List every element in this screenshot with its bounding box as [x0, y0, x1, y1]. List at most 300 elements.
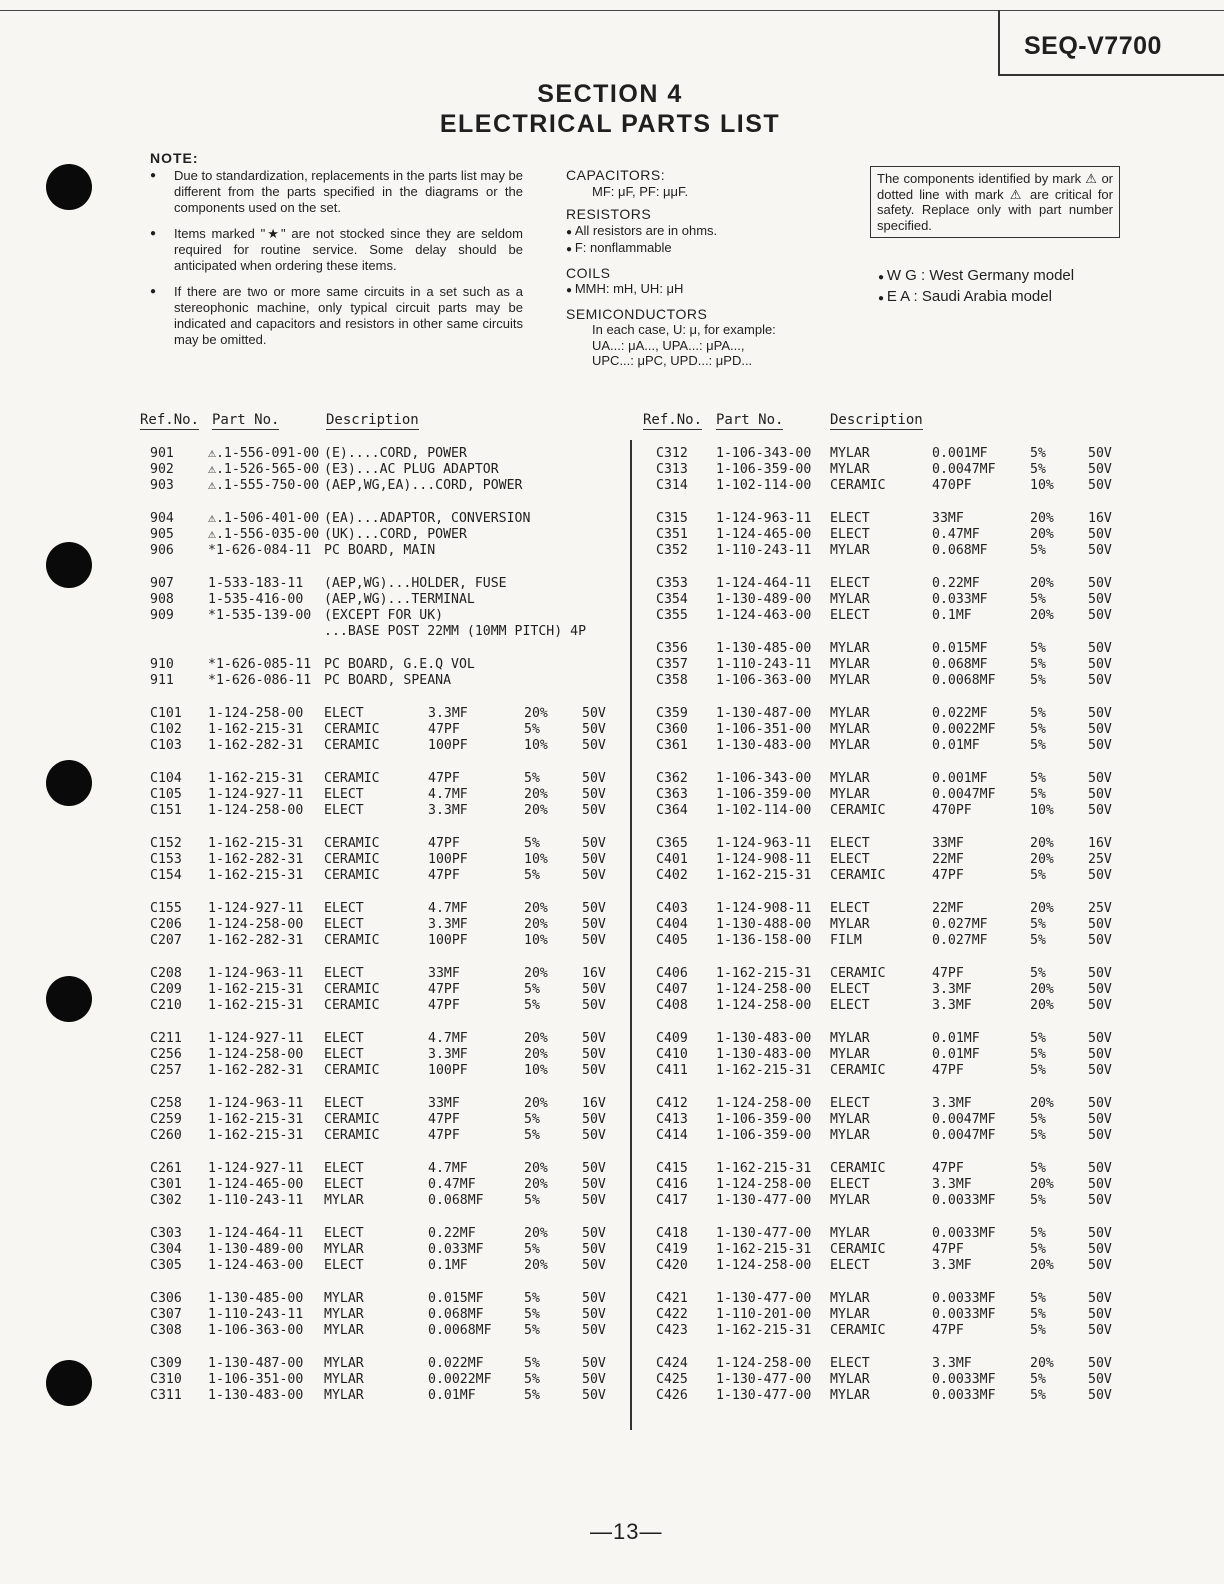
- cell-voltage: 50V: [582, 771, 606, 786]
- page-number: —13—: [590, 1519, 663, 1544]
- cell-value: 47PF: [428, 982, 460, 997]
- cell-voltage: 50V: [582, 1177, 606, 1192]
- cell-tolerance: 5%: [1030, 1112, 1046, 1127]
- cell-part-no: 1-130-477-00: [716, 1291, 812, 1306]
- semiconductors-heading: SEMICONDUCTORS: [566, 305, 708, 322]
- cell-ref-no: C303: [150, 1226, 182, 1241]
- cell-description: ELECT: [324, 706, 364, 721]
- cell-ref-no: C362: [656, 771, 688, 786]
- cell-part-no: 1-124-463-00: [208, 1258, 304, 1273]
- cell-ref-no: C315: [656, 511, 688, 526]
- cell-value: 4.7MF: [428, 787, 468, 802]
- cell-ref-no: C258: [150, 1096, 182, 1111]
- cell-tolerance: 5%: [1030, 592, 1046, 607]
- cell-ref-no: C152: [150, 836, 182, 851]
- cell-description: MYLAR: [830, 1193, 870, 1208]
- cell-description: MYLAR: [324, 1193, 364, 1208]
- cell-ref-no: C307: [150, 1307, 182, 1322]
- cell-tolerance: 5%: [1030, 641, 1046, 656]
- cell-tolerance: 10%: [524, 738, 548, 753]
- cell-value: 0.0022MF: [428, 1372, 492, 1387]
- cell-ref-no: C305: [150, 1258, 182, 1273]
- cell-description: MYLAR: [830, 592, 870, 607]
- cell-ref-no: C408: [656, 998, 688, 1013]
- cell-ref-no: C257: [150, 1063, 182, 1078]
- cell-ref-no: C155: [150, 901, 182, 916]
- cell-description: MYLAR: [830, 1388, 870, 1403]
- cell-tolerance: 20%: [1030, 1177, 1054, 1192]
- cell-part-no: 1-110-201-00: [716, 1307, 812, 1322]
- cell-part-no: 1-124-908-11: [716, 901, 812, 916]
- cell-description: CERAMIC: [324, 1063, 380, 1078]
- cell-part-no: 1-106-359-00: [716, 1112, 812, 1127]
- cell-description: MYLAR: [324, 1323, 364, 1338]
- cell-value: 0.0047MF: [932, 1128, 996, 1143]
- cell-voltage: 50V: [1088, 592, 1112, 607]
- cell-tolerance: 5%: [524, 771, 540, 786]
- cell-value: 0.0033MF: [932, 1226, 996, 1241]
- cell-part-no: 1-124-963-11: [716, 511, 812, 526]
- cell-voltage: 50V: [1088, 1258, 1112, 1273]
- cell-voltage: 50V: [582, 1047, 606, 1062]
- cell-ref-no: C208: [150, 966, 182, 981]
- cell-ref-no: 903: [150, 478, 174, 493]
- cell-ref-no: C407: [656, 982, 688, 997]
- cell-part-no: 1-124-927-11: [208, 787, 304, 802]
- cell-ref-no: C405: [656, 933, 688, 948]
- cell-part-no: 1-124-258-00: [208, 706, 304, 721]
- cell-value: 0.033MF: [428, 1242, 484, 1257]
- cell-voltage: 50V: [582, 803, 606, 818]
- cell-part-no: 1-162-215-31: [208, 1128, 304, 1143]
- cell-description: MYLAR: [830, 738, 870, 753]
- cell-part-no: 1-535-416-00: [208, 592, 304, 607]
- cell-ref-no: C102: [150, 722, 182, 737]
- cell-description: ELECT: [324, 1177, 364, 1192]
- cell-tolerance: 20%: [1030, 852, 1054, 867]
- cell-voltage: 50V: [1088, 1307, 1112, 1322]
- cell-ref-no: C424: [656, 1356, 688, 1371]
- cell-tolerance: 20%: [1030, 901, 1054, 916]
- punch-hole: [46, 976, 92, 1022]
- cell-ref-no: C309: [150, 1356, 182, 1371]
- cell-tolerance: 5%: [1030, 446, 1046, 461]
- cell-voltage: 50V: [582, 1128, 606, 1143]
- cell-voltage: 50V: [582, 998, 606, 1013]
- cell-part-no: 1-106-359-00: [716, 1128, 812, 1143]
- cell-voltage: 50V: [582, 706, 606, 721]
- cell-ref-no: C416: [656, 1177, 688, 1192]
- cell-value: 47PF: [932, 966, 964, 981]
- cell-voltage: 50V: [1088, 641, 1112, 656]
- cell-tolerance: 5%: [1030, 1242, 1046, 1257]
- cell-value: 47PF: [428, 1112, 460, 1127]
- section-number: SECTION 4: [537, 80, 683, 108]
- cell-description: MYLAR: [324, 1356, 364, 1371]
- cell-tolerance: 20%: [524, 706, 548, 721]
- cell-value: 0.027MF: [932, 917, 988, 932]
- cell-value: 3.3MF: [428, 1047, 468, 1062]
- cell-part-no: 1-130-477-00: [716, 1372, 812, 1387]
- cell-ref-no: C358: [656, 673, 688, 688]
- cell-tolerance: 20%: [524, 901, 548, 916]
- cell-part-no: *1-626-084-11: [208, 543, 312, 558]
- cell-value: 47PF: [932, 868, 964, 883]
- cell-tolerance: 10%: [524, 1063, 548, 1078]
- cell-voltage: 50V: [582, 1291, 606, 1306]
- cell-description: MYLAR: [830, 462, 870, 477]
- cell-part-no: 1-162-215-31: [208, 836, 304, 851]
- cell-voltage: 50V: [582, 901, 606, 916]
- cell-part-no: 1-124-963-11: [716, 836, 812, 851]
- cell-tolerance: 5%: [1030, 706, 1046, 721]
- cell-tolerance: 5%: [524, 1388, 540, 1403]
- cell-ref-no: C209: [150, 982, 182, 997]
- cell-value: 0.027MF: [932, 933, 988, 948]
- cell-ref-no: C304: [150, 1242, 182, 1257]
- cell-tolerance: 5%: [1030, 1388, 1046, 1403]
- cell-part-no: 1-130-483-00: [716, 1031, 812, 1046]
- cell-part-no: 1-130-483-00: [716, 738, 812, 753]
- cell-description: ELECT: [324, 803, 364, 818]
- coils-units: ● MMH: mH, UH: μH: [566, 281, 836, 299]
- cell-part-no: 1-130-483-00: [716, 1047, 812, 1062]
- cell-tolerance: 5%: [1030, 673, 1046, 688]
- capacitors-units: MF: μF, PF: μμF.: [592, 183, 689, 199]
- cell-tolerance: 5%: [524, 998, 540, 1013]
- cell-value: 0.022MF: [428, 1356, 484, 1371]
- cell-value: 0.068MF: [428, 1193, 484, 1208]
- cell-description: ELECT: [324, 1258, 364, 1273]
- cell-tolerance: 20%: [524, 966, 548, 981]
- cell-description: (AEP,WG)...HOLDER, FUSE: [324, 576, 507, 591]
- cell-value: 0.01MF: [932, 1047, 980, 1062]
- note-item: ● Due to standardization, replacements in the parts list may be different from the parts specified in the diagrams or the components used on the set.: [148, 168, 523, 216]
- cell-value: 33MF: [428, 966, 460, 981]
- punch-hole: [46, 1360, 92, 1406]
- cell-ref-no: C101: [150, 706, 182, 721]
- cell-voltage: 50V: [582, 1112, 606, 1127]
- cell-voltage: 50V: [582, 1258, 606, 1273]
- cell-voltage: 50V: [582, 1226, 606, 1241]
- semiconductors-note: In each case, U: μ, for example:: [592, 322, 776, 337]
- cell-description: ELECT: [324, 917, 364, 932]
- cell-ref-no: 907: [150, 576, 174, 591]
- cell-voltage: 50V: [1088, 576, 1112, 591]
- cell-value: 47PF: [932, 1242, 964, 1257]
- cell-part-no: 1-124-258-00: [716, 1258, 812, 1273]
- cell-description: MYLAR: [830, 641, 870, 656]
- cell-part-no: 1-124-465-00: [716, 527, 812, 542]
- cell-tolerance: 20%: [524, 917, 548, 932]
- cell-part-no: 1-162-215-31: [208, 771, 304, 786]
- cell-part-no: 1-102-114-00: [716, 478, 812, 493]
- cell-tolerance: 20%: [1030, 527, 1054, 542]
- cell-part-no: 1-124-464-11: [208, 1226, 304, 1241]
- cell-tolerance: 20%: [1030, 608, 1054, 623]
- cell-voltage: 50V: [1088, 1096, 1112, 1111]
- cell-voltage: 50V: [1088, 1063, 1112, 1078]
- cell-part-no: 1-162-215-31: [716, 1161, 812, 1176]
- cell-value: 4.7MF: [428, 901, 468, 916]
- cell-ref-no: C421: [656, 1291, 688, 1306]
- punch-hole: [46, 164, 92, 210]
- cell-description: ELECT: [830, 998, 870, 1013]
- cell-tolerance: 20%: [524, 787, 548, 802]
- cell-voltage: 50V: [1088, 1031, 1112, 1046]
- cell-value: 3.3MF: [428, 706, 468, 721]
- cell-description: CERAMIC: [830, 868, 886, 883]
- cell-tolerance: 20%: [524, 1258, 548, 1273]
- cell-voltage: 50V: [1088, 787, 1112, 802]
- cell-ref-no: C301: [150, 1177, 182, 1192]
- cell-value: 4.7MF: [428, 1161, 468, 1176]
- cell-tolerance: 5%: [524, 1193, 540, 1208]
- cell-tolerance: 5%: [1030, 1226, 1046, 1241]
- cell-value: 0.0047MF: [932, 1112, 996, 1127]
- cell-voltage: 50V: [1088, 771, 1112, 786]
- cell-tolerance: 5%: [1030, 657, 1046, 672]
- cell-value: 0.001MF: [932, 771, 988, 786]
- cell-part-no: 1-162-215-31: [716, 868, 812, 883]
- cell-voltage: 50V: [1088, 982, 1112, 997]
- cell-description: MYLAR: [830, 771, 870, 786]
- cell-ref-no: C420: [656, 1258, 688, 1273]
- cell-ref-no: C302: [150, 1193, 182, 1208]
- cell-value: 47PF: [428, 836, 460, 851]
- cell-voltage: 50V: [582, 1372, 606, 1387]
- cell-part-no: 1-130-485-00: [716, 641, 812, 656]
- cell-ref-no: C353: [656, 576, 688, 591]
- cell-voltage: 50V: [1088, 917, 1112, 932]
- cell-tolerance: 20%: [1030, 1356, 1054, 1371]
- cell-part-no: 1-124-258-00: [716, 1356, 812, 1371]
- cell-ref-no: 906: [150, 543, 174, 558]
- cell-part-no: 1-110-243-11: [716, 657, 812, 672]
- cell-part-no: *1-626-086-11: [208, 673, 312, 688]
- cell-ref-no: C351: [656, 527, 688, 542]
- cell-part-no: 1-130-487-00: [716, 706, 812, 721]
- cell-description: CERAMIC: [324, 1112, 380, 1127]
- cell-description: ...BASE POST 22MM (10MM PITCH) 4P: [324, 624, 587, 639]
- cell-ref-no: C313: [656, 462, 688, 477]
- cell-voltage: 50V: [582, 1161, 606, 1176]
- cell-description: CERAMIC: [830, 1161, 886, 1176]
- cell-tolerance: 10%: [1030, 478, 1054, 493]
- cell-part-no: 1-124-258-00: [208, 1047, 304, 1062]
- cell-part-no: 1-124-927-11: [208, 1161, 304, 1176]
- punch-hole: [46, 542, 92, 588]
- model-legend: [878, 266, 1074, 308]
- cell-ref-no: C425: [656, 1372, 688, 1387]
- cell-description: ELECT: [830, 1177, 870, 1192]
- capacitors-heading: CAPACITORS:: [566, 167, 666, 183]
- cell-value: 0.01MF: [932, 738, 980, 753]
- cell-ref-no: C151: [150, 803, 182, 818]
- cell-part-no: 1-130-485-00: [208, 1291, 304, 1306]
- cell-description: MYLAR: [830, 1291, 870, 1306]
- cell-description: CERAMIC: [324, 998, 380, 1013]
- cell-part-no: 1-162-215-31: [208, 722, 304, 737]
- cell-part-no: 1-130-477-00: [716, 1226, 812, 1241]
- cell-tolerance: 20%: [524, 803, 548, 818]
- cell-ref-no: C402: [656, 868, 688, 883]
- cell-value: 3.3MF: [932, 1177, 972, 1192]
- coils-heading: COILS: [566, 264, 611, 281]
- cell-part-no: 1-124-258-00: [716, 1177, 812, 1192]
- cell-description: PC BOARD, MAIN: [324, 543, 436, 558]
- cell-ref-no: C256: [150, 1047, 182, 1062]
- cell-voltage: 50V: [582, 722, 606, 737]
- cell-voltage: 50V: [1088, 738, 1112, 753]
- cell-voltage: 50V: [1088, 868, 1112, 883]
- punch-hole: [46, 760, 92, 806]
- cell-value: 0.47MF: [428, 1177, 476, 1192]
- cell-voltage: 50V: [1088, 1323, 1112, 1338]
- cell-value: 33MF: [932, 511, 964, 526]
- cell-description: MYLAR: [830, 1226, 870, 1241]
- cell-description: (AEP,WG)...TERMINAL: [324, 592, 475, 607]
- cell-value: 47PF: [428, 998, 460, 1013]
- cell-ref-no: 908: [150, 592, 174, 607]
- cell-part-no: 1-162-215-31: [716, 1242, 812, 1257]
- cell-description: ELECT: [830, 608, 870, 623]
- cell-description: ELECT: [830, 836, 870, 851]
- cell-description: FILM: [830, 933, 862, 948]
- cell-description: ELECT: [324, 1096, 364, 1111]
- cell-voltage: 50V: [582, 917, 606, 932]
- cell-description: MYLAR: [830, 1307, 870, 1322]
- cell-value: 47PF: [932, 1161, 964, 1176]
- cell-ref-no: C413: [656, 1112, 688, 1127]
- cell-value: 3.3MF: [932, 1356, 972, 1371]
- cell-value: 470PF: [932, 478, 972, 493]
- note-item: ● Items marked "★" are not stocked since they are seldom required for routine service. Some delay should be anticipated when ordering these items.: [148, 226, 523, 274]
- cell-description: ELECT: [830, 1258, 870, 1273]
- cell-value: 0.0068MF: [932, 673, 996, 688]
- cell-voltage: 50V: [582, 982, 606, 997]
- cell-description: ELECT: [324, 1226, 364, 1241]
- cell-part-no: 1-106-363-00: [208, 1323, 304, 1338]
- cell-voltage: 50V: [1088, 543, 1112, 558]
- cell-voltage: 16V: [1088, 836, 1112, 851]
- cell-value: 0.01MF: [932, 1031, 980, 1046]
- cell-value: 47PF: [932, 1323, 964, 1338]
- cell-ref-no: C310: [150, 1372, 182, 1387]
- cell-ref-no: C415: [656, 1161, 688, 1176]
- cell-tolerance: 5%: [524, 868, 540, 883]
- cell-tolerance: 20%: [1030, 511, 1054, 526]
- cell-ref-no: C359: [656, 706, 688, 721]
- cell-part-no: 1-162-282-31: [208, 1063, 304, 1078]
- cell-ref-no: C412: [656, 1096, 688, 1111]
- header-ref-no: Ref.No.: [643, 412, 703, 428]
- cell-voltage: 25V: [1088, 852, 1112, 867]
- cell-ref-no: C104: [150, 771, 182, 786]
- cell-description: CERAMIC: [324, 722, 380, 737]
- cell-tolerance: 5%: [524, 836, 540, 851]
- cell-description: ELECT: [830, 527, 870, 542]
- cell-tolerance: 10%: [524, 852, 548, 867]
- cell-value: 0.068MF: [932, 543, 988, 558]
- cell-ref-no: 905: [150, 527, 174, 542]
- page-title: [380, 79, 840, 139]
- cell-part-no: 1-124-963-11: [208, 1096, 304, 1111]
- cell-description: CERAMIC: [830, 1242, 886, 1257]
- cell-part-no: 1-106-351-00: [716, 722, 812, 737]
- column-divider: [630, 440, 632, 1430]
- cell-description: MYLAR: [324, 1291, 364, 1306]
- cell-voltage: 50V: [1088, 1388, 1112, 1403]
- cell-description: CERAMIC: [324, 933, 380, 948]
- cell-voltage: 50V: [582, 1307, 606, 1322]
- cell-ref-no: C411: [656, 1063, 688, 1078]
- cell-voltage: 50V: [582, 787, 606, 802]
- cell-part-no: 1-106-351-00: [208, 1372, 304, 1387]
- model-number: SEQ-V7700: [1024, 32, 1162, 60]
- cell-value: 0.01MF: [428, 1388, 476, 1403]
- model-label-box: [998, 10, 1224, 76]
- header-part-no: Part No.: [716, 412, 784, 428]
- cell-tolerance: 20%: [524, 1161, 548, 1176]
- cell-ref-no: C404: [656, 917, 688, 932]
- cell-part-no: 1-533-183-11: [208, 576, 304, 591]
- cell-ref-no: C312: [656, 446, 688, 461]
- cell-tolerance: 5%: [524, 1291, 540, 1306]
- cell-tolerance: 20%: [524, 1177, 548, 1192]
- cell-ref-no: 904: [150, 511, 174, 526]
- cell-value: 3.3MF: [932, 1258, 972, 1273]
- cell-ref-no: C311: [150, 1388, 182, 1403]
- cell-value: 0.068MF: [932, 657, 988, 672]
- cell-part-no: 1-106-343-00: [716, 771, 812, 786]
- cell-tolerance: 5%: [524, 1356, 540, 1371]
- cell-voltage: 50V: [582, 1323, 606, 1338]
- cell-description: MYLAR: [324, 1388, 364, 1403]
- cell-description: ELECT: [830, 511, 870, 526]
- cell-voltage: 50V: [1088, 1047, 1112, 1062]
- cell-part-no: 1-130-488-00: [716, 917, 812, 932]
- cell-tolerance: 20%: [1030, 1096, 1054, 1111]
- header-part-no: Part No.: [212, 412, 280, 428]
- cell-value: 100PF: [428, 852, 468, 867]
- cell-part-no: 1-106-343-00: [716, 446, 812, 461]
- cell-ref-no: C352: [656, 543, 688, 558]
- cell-voltage: 50V: [1088, 446, 1112, 461]
- cell-value: 0.0033MF: [932, 1193, 996, 1208]
- cell-description: (EXCEPT FOR UK): [324, 608, 444, 623]
- cell-value: 22MF: [932, 901, 964, 916]
- cell-voltage: 50V: [1088, 1128, 1112, 1143]
- cell-description: CERAMIC: [830, 1063, 886, 1078]
- cell-ref-no: C414: [656, 1128, 688, 1143]
- cell-value: 3.3MF: [428, 803, 468, 818]
- cell-ref-no: C419: [656, 1242, 688, 1257]
- cell-part-no: 1-162-215-31: [716, 1063, 812, 1078]
- cell-voltage: 50V: [582, 1388, 606, 1403]
- cell-ref-no: C154: [150, 868, 182, 883]
- cell-description: ELECT: [324, 901, 364, 916]
- cell-ref-no: C426: [656, 1388, 688, 1403]
- semiconductors-note: UPC...: μPC, UPD...: μPD...: [592, 353, 753, 368]
- cell-tolerance: 5%: [1030, 1307, 1046, 1322]
- cell-part-no: 1-102-114-00: [716, 803, 812, 818]
- cell-tolerance: 5%: [1030, 1161, 1046, 1176]
- cell-description: CERAMIC: [324, 868, 380, 883]
- cell-part-no: 1-106-363-00: [716, 673, 812, 688]
- cell-part-no: 1-162-282-31: [208, 933, 304, 948]
- cell-description: CERAMIC: [324, 738, 380, 753]
